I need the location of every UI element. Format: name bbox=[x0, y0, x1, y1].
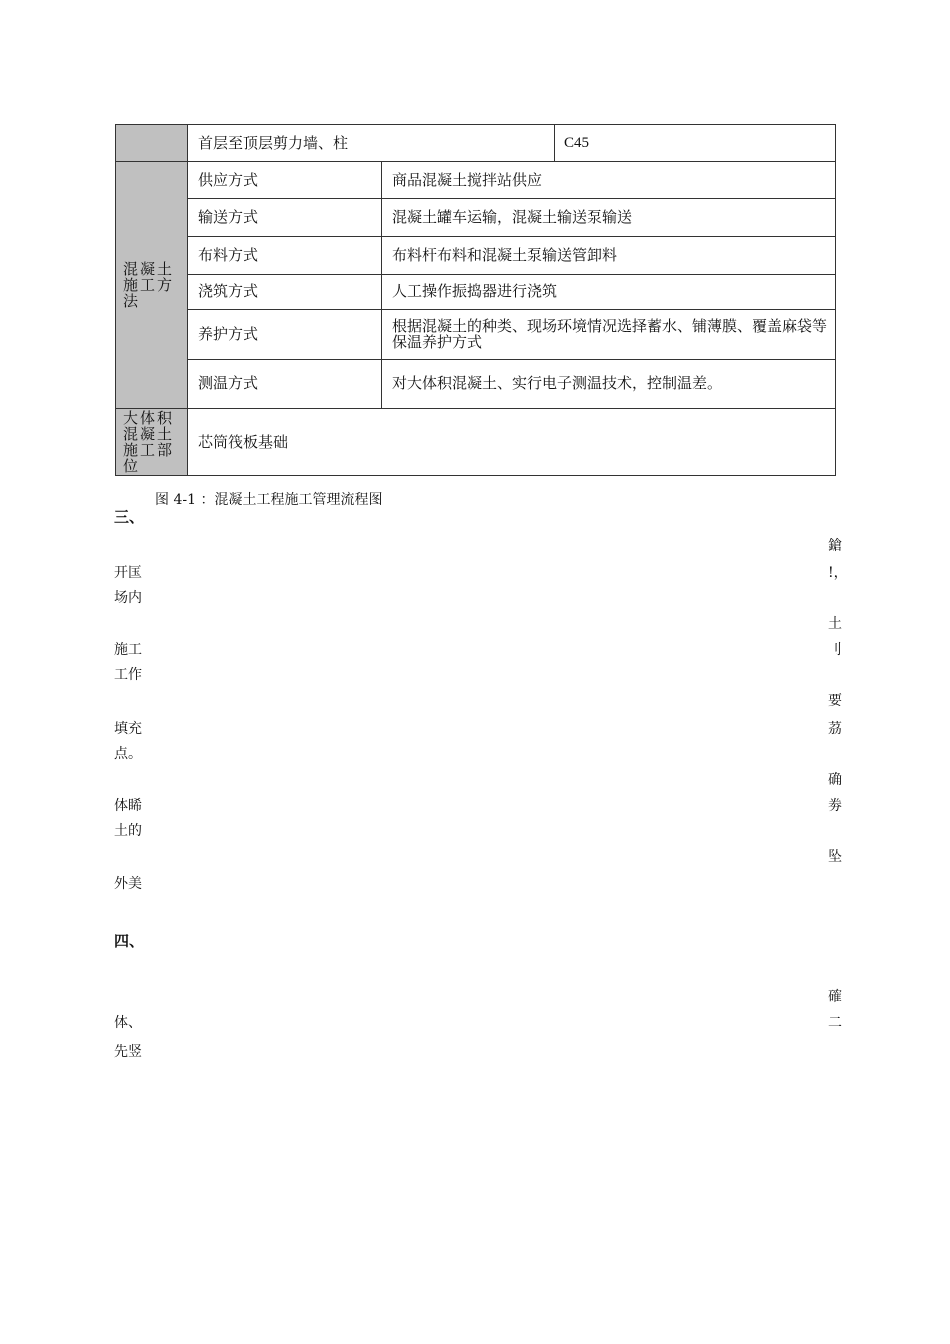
clipped-text-fragment: 确 bbox=[828, 772, 842, 788]
clipped-text-fragment: 二 bbox=[828, 1015, 842, 1031]
clipped-text-fragment: 坠 bbox=[828, 849, 842, 865]
text-fragment: 开匤 bbox=[114, 565, 142, 581]
distribution-method-label: 布料方式 bbox=[198, 246, 259, 264]
row0-grade: C45 bbox=[564, 135, 590, 151]
concrete-construction-table bbox=[115, 124, 836, 476]
text-fragment: 外美 bbox=[114, 876, 142, 892]
mass-concrete-value: 芯筒筏板基础 bbox=[198, 433, 289, 451]
section-heading-4: 四、 bbox=[114, 932, 145, 950]
supply-method-value: 商品混凝土搅拌站供应 bbox=[392, 171, 543, 189]
text-fragment: 体睎 bbox=[114, 798, 142, 814]
text-fragment: 填充 bbox=[114, 721, 142, 737]
text-fragment: 先竖 bbox=[114, 1044, 142, 1060]
clipped-text-fragment: !， bbox=[828, 565, 848, 581]
curing-method-label: 养护方式 bbox=[198, 325, 259, 343]
text-fragment: 施工 bbox=[114, 642, 142, 658]
section-heading-3: 三、 bbox=[114, 508, 145, 526]
figure-caption: 图 4-1 ：混凝土工程施工管理流程图 bbox=[155, 492, 383, 508]
text-fragment: 体、 bbox=[114, 1015, 142, 1031]
distribution-method-value: 布料杆布料和混凝土泵输送管卸料 bbox=[392, 246, 618, 264]
clipped-text-fragment: 鎗 bbox=[828, 538, 842, 554]
transport-method-value: 混凝土罐车运输，混凝土输送泵输送 bbox=[392, 208, 633, 226]
clipped-text-fragment: 要 bbox=[828, 693, 842, 709]
clipped-text-fragment: 劵 bbox=[828, 798, 842, 814]
clipped-text-fragment: 確 bbox=[828, 989, 842, 1005]
clipped-text-fragment: 土 bbox=[828, 616, 842, 632]
text-fragment: 土的 bbox=[114, 823, 142, 839]
supply-method-label: 供应方式 bbox=[198, 171, 259, 189]
text-fragment: 工作 bbox=[114, 667, 142, 683]
temperature-method-label: 测温方式 bbox=[198, 374, 259, 392]
pouring-method-label: 浇筑方式 bbox=[198, 282, 259, 300]
row0-structure: 首层至顶层剪力墙、柱 bbox=[198, 134, 349, 152]
pouring-method-value: 人工操作振捣器进行浇筑 bbox=[392, 282, 558, 300]
row0-label-cell bbox=[115, 124, 188, 161]
clipped-text-fragment: 刂 bbox=[828, 642, 842, 658]
text-fragment: 场内 bbox=[114, 590, 142, 606]
curing-method-value: 根据混凝土的种类、现场环境情况选择蓄水、铺薄膜、覆盖麻袋等保温养护方式 bbox=[392, 317, 828, 351]
section-label: 混凝土施工方法 bbox=[123, 260, 175, 310]
clipped-text-fragment: 茘 bbox=[828, 721, 842, 737]
text-fragment: 点。 bbox=[114, 746, 142, 762]
temperature-method-value: 对大体积混凝土、实行电子测温技术，控制温差。 bbox=[392, 374, 723, 392]
transport-method-label: 输送方式 bbox=[198, 208, 259, 226]
mass-concrete-label: 大体积混凝土施工部位 bbox=[123, 409, 175, 475]
